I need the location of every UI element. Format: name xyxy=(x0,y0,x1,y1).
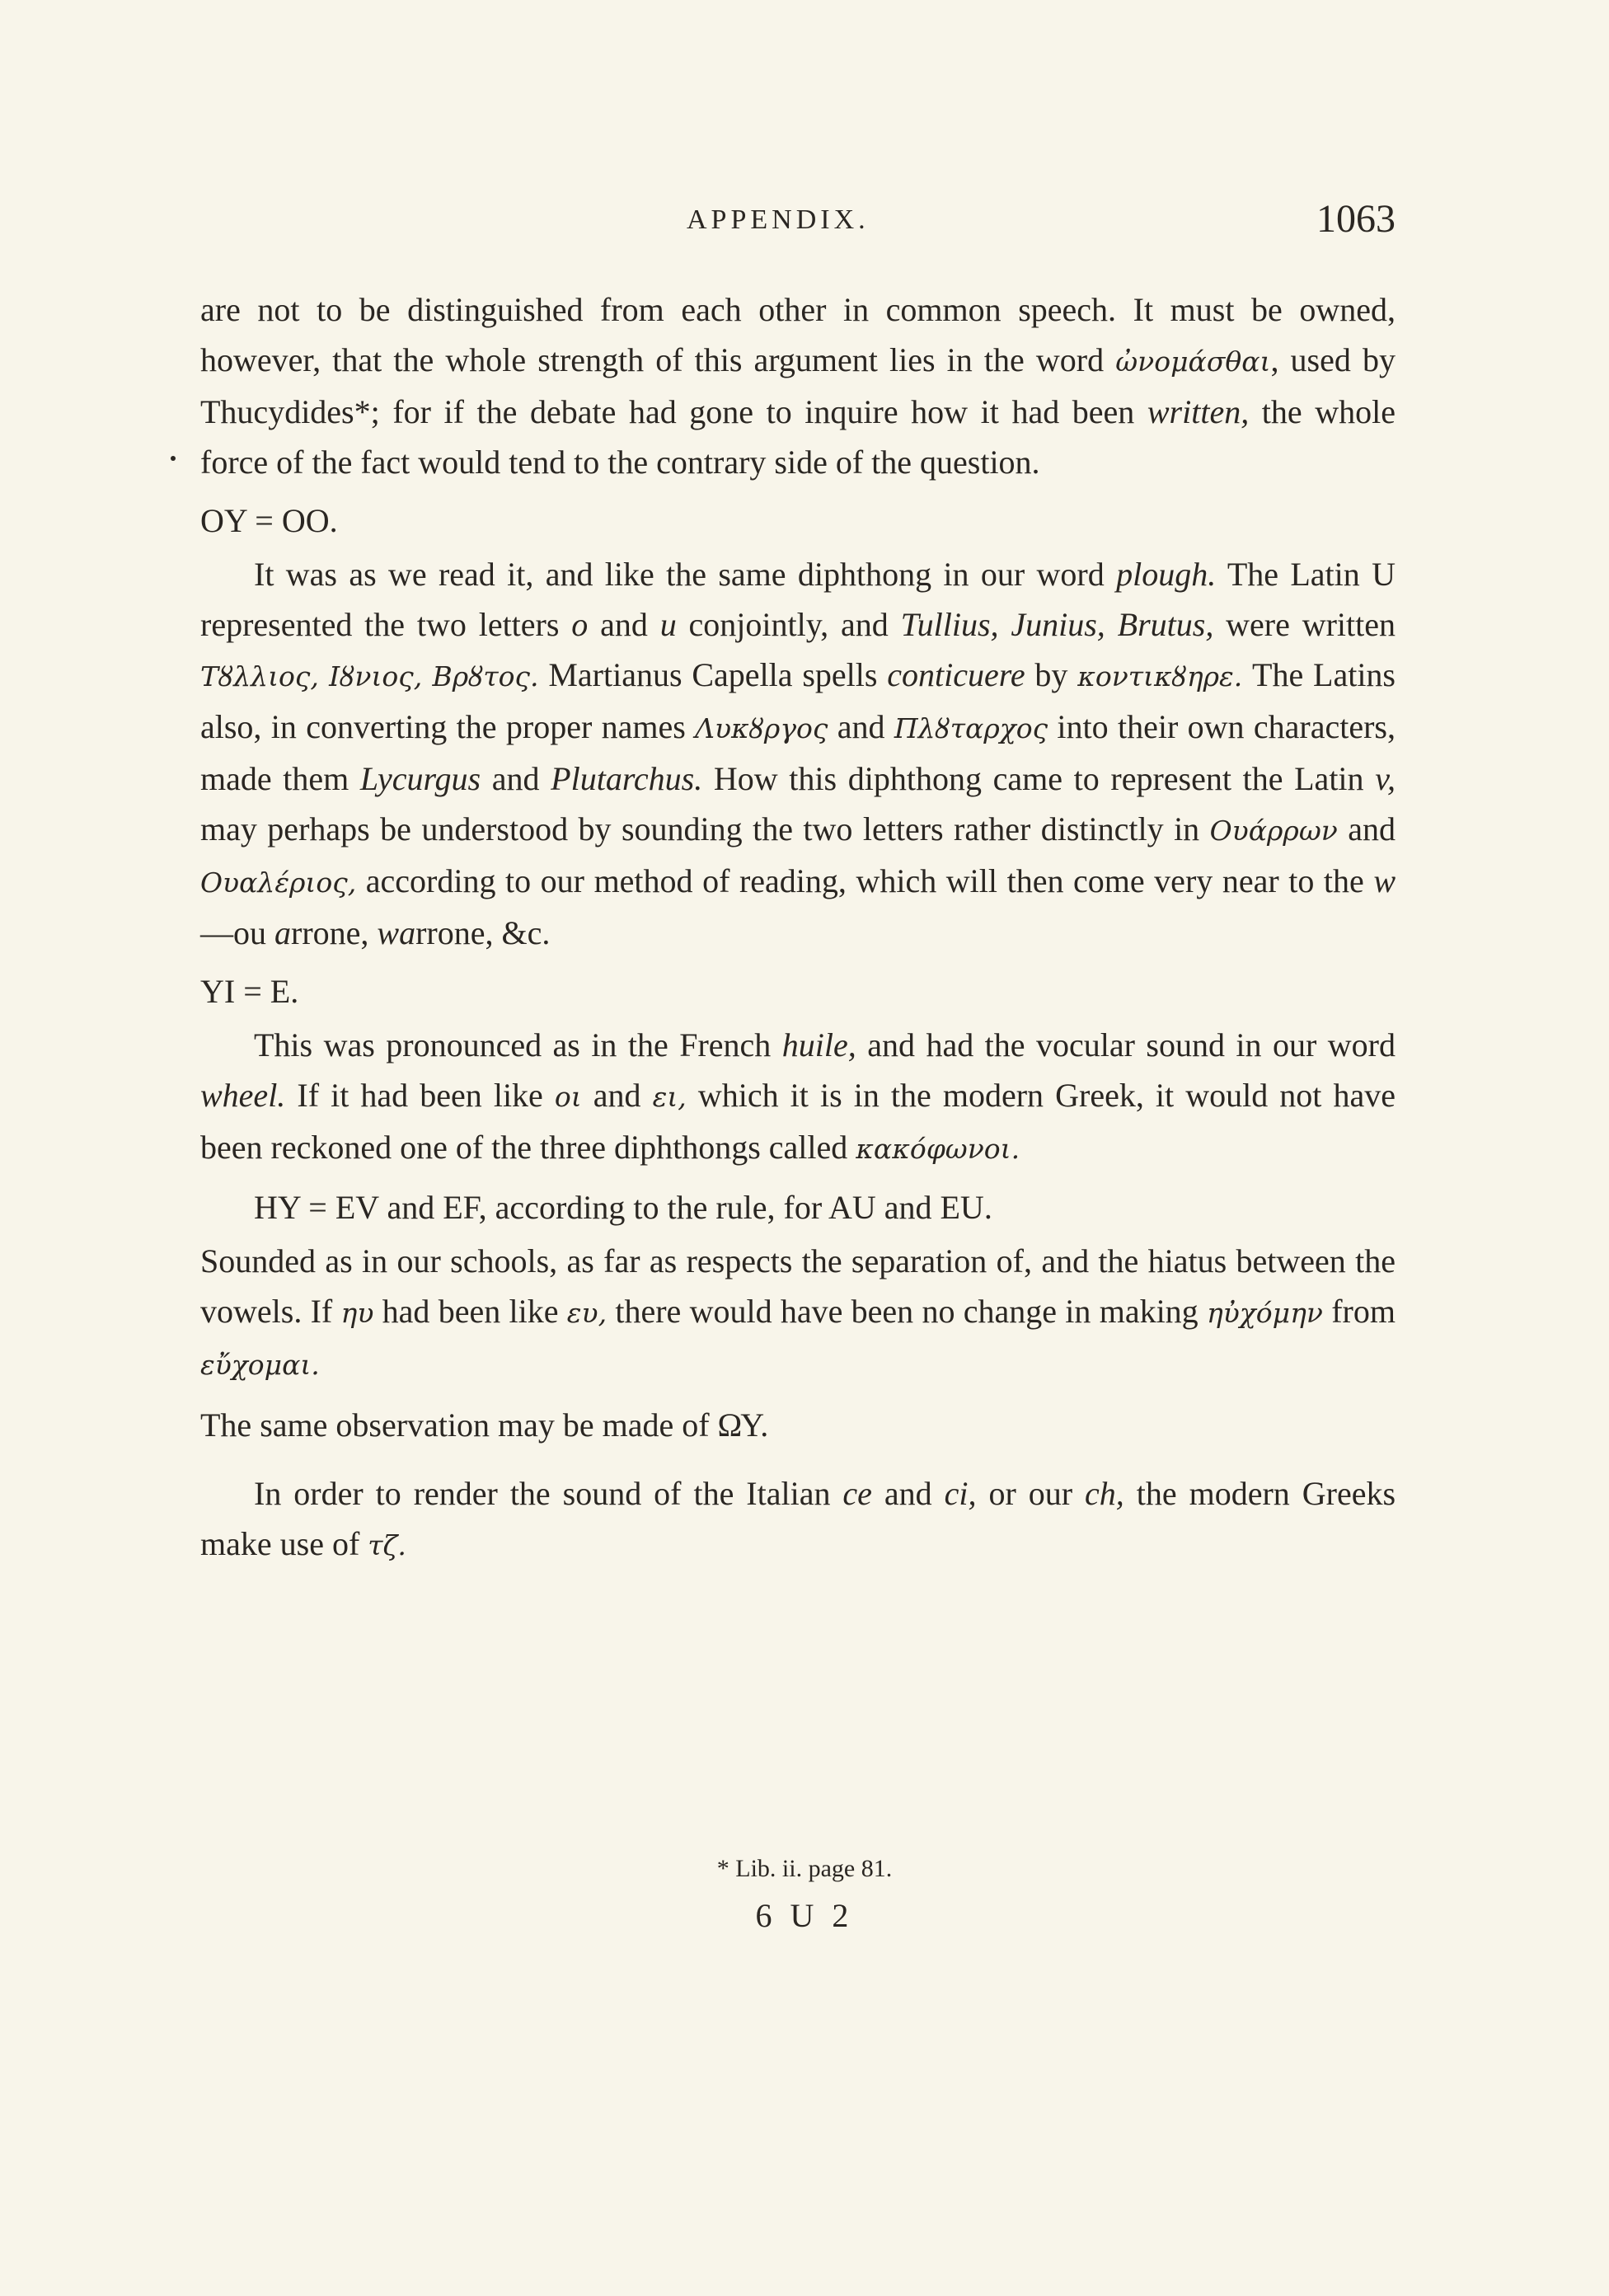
greek-word: Ουαλέριος, xyxy=(200,866,357,899)
text-run: The Latins also, in converting the proper names xyxy=(200,656,1396,745)
italic-word: w xyxy=(1373,862,1396,899)
greek-word: ει, xyxy=(652,1081,687,1113)
text-run: and xyxy=(1337,810,1396,848)
section-heading-ou: OΥ = OO. xyxy=(200,502,338,539)
text-run: and had the vocular sound in our word xyxy=(856,1026,1396,1063)
text-run: rrone, xyxy=(291,914,378,951)
text-run: according to our method of reading, which will then come very near to the xyxy=(356,862,1374,899)
italic-word: ci, xyxy=(944,1475,977,1512)
text-run: and xyxy=(588,606,660,643)
greek-word: Λυκȣργος xyxy=(695,712,828,744)
greek-word: ὠνομάσθαι xyxy=(1115,345,1271,378)
italic-word: Lycurgus xyxy=(359,760,481,797)
text-run: the whole force of the fact would tend to the contrary side of the question. xyxy=(200,393,1396,481)
text-run: This was pronounced as in the French xyxy=(254,1026,782,1063)
greek-word: οι xyxy=(554,1081,582,1113)
text-run: by xyxy=(1025,656,1078,693)
text-run: there would have been no change in making xyxy=(607,1293,1207,1330)
greek-word: ευ, xyxy=(566,1297,607,1329)
text-run: Sounded as in our schools, as far as respects the separation of, and the hiatus between the vowels. If xyxy=(200,1242,1396,1330)
greek-word: Τȣλλιος, Ιȣνιος, Βρȣτος. xyxy=(200,660,539,693)
greek-word: τζ. xyxy=(368,1529,406,1561)
signature-mark: 6 U 2 xyxy=(755,1897,854,1934)
centered-observation: The same observation may be made of ΩΥ. xyxy=(200,1406,769,1444)
greek-word: εὔχομαι. xyxy=(200,1349,320,1381)
text-run: had been like xyxy=(373,1293,567,1330)
greek-word: κακόφωνοι. xyxy=(856,1133,1020,1165)
text-run: conjointly, and xyxy=(676,606,901,643)
text-run: How this diphthong came to represent the Latin xyxy=(702,760,1376,797)
text-run: and xyxy=(828,708,894,745)
greek-word: Πλȣταρχος xyxy=(894,712,1048,744)
greek-word: Ουάρρων xyxy=(1209,815,1338,847)
italic-word: o xyxy=(571,606,589,643)
margin-mark xyxy=(171,456,176,461)
paragraph-ui xyxy=(200,1020,1396,1174)
text-run: rrone, &c. xyxy=(415,914,551,951)
text-run: —ou xyxy=(200,914,274,951)
italic-word: Tullius, Junius, Brutus, xyxy=(900,606,1214,643)
text-run: If it had been like xyxy=(285,1077,555,1114)
italic-word: u xyxy=(659,606,677,643)
footnote: * Lib. ii. page 81. xyxy=(716,1855,893,1882)
text-run: The Latin U represented the two letters xyxy=(200,556,1396,643)
paragraph-ou xyxy=(200,549,1396,958)
text-run: were written xyxy=(1213,606,1396,643)
text-run: and xyxy=(871,1475,945,1512)
text-run: the modern Greeks make use of xyxy=(200,1475,1396,1562)
text-run: In order to render the sound of the Italian xyxy=(254,1475,843,1512)
italic-word: wheel. xyxy=(200,1077,286,1114)
text-run: Martianus Capella spells xyxy=(538,656,888,693)
text-run: into their own characters, made them xyxy=(200,708,1396,797)
italic-word: written, xyxy=(1147,393,1250,430)
text-run: and xyxy=(581,1077,653,1114)
paragraph-hu xyxy=(200,1236,1396,1390)
greek-word: ηυ xyxy=(340,1297,374,1329)
italic-word: v, xyxy=(1375,760,1396,797)
page-number: 1063 xyxy=(1316,197,1396,241)
italic-word: a xyxy=(274,914,291,951)
text-run: which it is in the modern Greek, it would not have been reckoned one of the three diphthongs called xyxy=(200,1077,1396,1166)
greek-word: ηὐχόμην xyxy=(1206,1297,1323,1329)
text-run: , used by Thucydides*; for if the debate had gone to inquire how it had been xyxy=(200,341,1396,430)
text-run: from xyxy=(1322,1293,1396,1330)
italic-word: wa xyxy=(377,914,416,951)
paragraph-continued xyxy=(200,284,1396,487)
section-heading-hu: HΥ = EV and EF, according to the rule, for AU and EU. xyxy=(254,1189,992,1226)
text-run: and xyxy=(481,760,551,797)
text-run: or our xyxy=(976,1475,1086,1512)
italic-word: Plutarchus. xyxy=(551,760,703,797)
italic-word: ce xyxy=(842,1475,872,1512)
page-header xyxy=(200,196,1396,246)
italic-word: conticuere xyxy=(887,656,1025,693)
paragraph-tz xyxy=(200,1468,1396,1571)
text-run: are not to be distinguished from each other in common speech. It must be owned, however, that the whole strength of this argument lies in the word xyxy=(200,291,1396,378)
italic-word: ch, xyxy=(1085,1475,1124,1512)
text-run: may perhaps be understood by sounding the two letters rather distinctly in xyxy=(200,810,1210,848)
section-heading-ui: ΥΙ = E. xyxy=(200,973,299,1010)
body-text xyxy=(200,284,1396,1571)
greek-word: κοντικȣηρε. xyxy=(1077,660,1243,693)
running-head: APPENDIX. xyxy=(687,204,870,235)
italic-word: plough. xyxy=(1116,556,1217,593)
italic-word: huile, xyxy=(781,1026,856,1063)
text-run: It was as we read it, and like the same diphthong in our word xyxy=(254,556,1117,593)
